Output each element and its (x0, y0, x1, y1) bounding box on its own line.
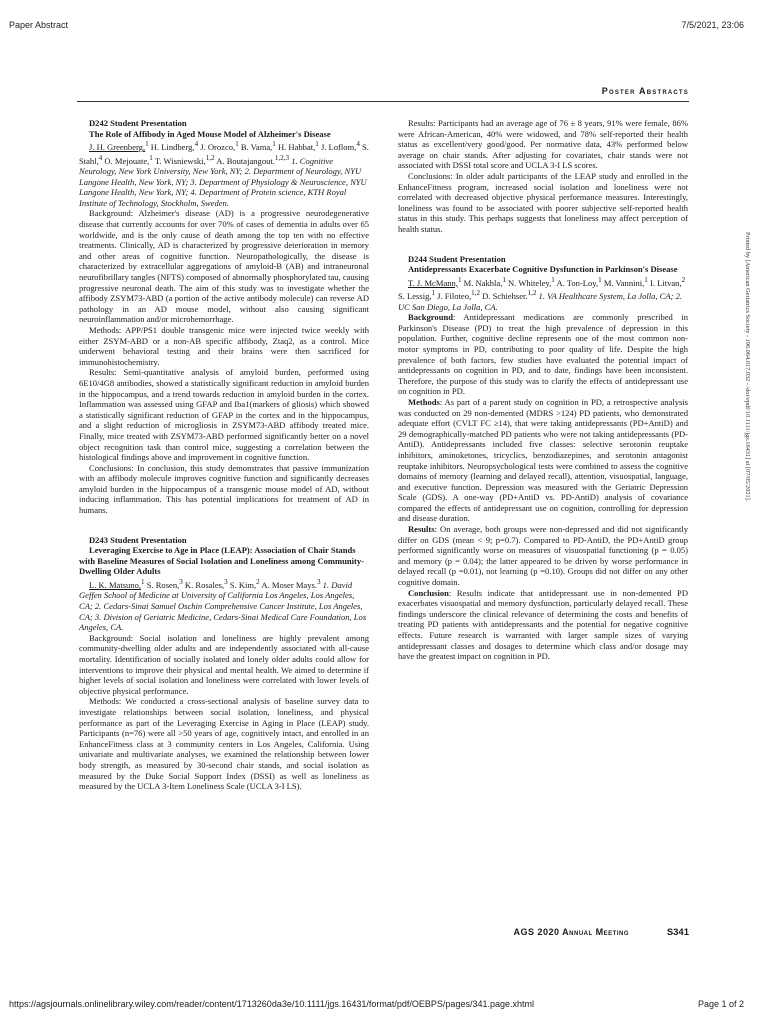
abstract-methods: Methods: We conducted a cross-sectional analysis of baseline survey data to investigate relationships between social isolation, loneliness, and physical performance as part of the Leveraging Exercise in Aging in Place (LEAP) study. Participants (n=76) were all >50 years of age, cognitively intact, and enrolled in an EnhanceFitness class at 3 community centers in Los Angeles, California. Using univariate and multivariate analyses, we examined the relationship between lower body strength, as measured by 30-second chair stands, and social isolation as measured by the Duke Social Support Index (DSSI) as well as loneliness as measured by the UCLA 3-Item Loneliness Scale (UCLA 3-I LS). (79, 696, 369, 792)
right-column (398, 118, 688, 662)
abstract-results: Results: Participants had an average age of 76 ± 8 years, 91% were female, 86% were African-American, 40% were widowed, and 78% self-reported their health status as excellent/very good/good. Per normative data, 43% performed below average on chair stands. After adjusting for covariates, chair stands were not associated with DSSI total score and UCLA 3-I LS scores. (398, 118, 688, 171)
abstract-id: D242 Student Presentation (89, 118, 187, 128)
abstract-background: Background: Antidepressant medications are commonly prescribed in Parkinson's Disease (PD) to treat the high prevalence of depression in this population. Further, cognitive decline represents one of the most common non-motor symptoms in PD, contributing to poor quality of life. Despite the high prevalence of both factors, few studies have evaluated the potential impact of antidepressants on cognition in PD, and to date, findings have been inconsistent. Therefore, the purpose of this study was to clarify the effects of antidepressant use on cognition in PD. (398, 312, 688, 397)
browser-print-header (0, 0, 768, 34)
journal-footer: AGS 2020 Annual Meeting (513, 927, 629, 937)
abstract-results: Results: On average, both groups were non-depressed and did not significantly differ on GDS (mean < 9; p=0.7). Compared to PD-AntiD, the PD+AntiD group performed significantly worse on measures of visuospatial functioning (p = 0.05) and memory (p = 0.04); the latter appeared to be driven by worse performance in delayed recall (p =0.01), not learning (p =0.10). Groups did not differ on any other cognitive domain. (398, 524, 688, 588)
abstract-title: Antidepressants Exacerbate Cognitive Dysfunction in Parkinson's Disease (408, 264, 678, 275)
abstract-title: Leveraging Exercise to Age in Place (LEAP): Association of Chair Stands with Baseline Measures of Social Isolation and Loneliness among Community-Dwelling Older Adults (79, 545, 364, 577)
abstract-background: Background: Social isolation and loneliness are highly prevalent among community-dwelling older adults and are independently associated with all-cause mortality. Identification of socially isolated and lonely older adults could allow for interventions to improve their physical and mental health. We aimed to determine if higher levels of social isolation and loneliness were correlated with lower levels of objective physical performance. (79, 632, 369, 696)
abstract-conclusions: Conclusions: In conclusion, this study demonstrates that passive immunization with an affibody molecule improves cognitive function and significantly decreases amyloid burden in the hippocampus of a transgenic mouse model of AD, without inducing inflammation. This has potential implications for treatment of AD in humans. (79, 462, 369, 516)
document-title: Paper Abstract (9, 20, 69, 30)
abstract-methods: Methods: APP/PS1 double transgenic mice were injected twice weekly with either ZSYM-ABD or a non-AB specific affibody, Ztaq2, as a control. Mice underwent behavioral testing and their brains were then sacrificed for immunohistochemistry. (79, 324, 369, 367)
abstract-id: D243 Student Presentation (89, 534, 187, 545)
abstract-methods: Methods: As part of a parent study on cognition in PD, a retrospective analysis was conducted on 29 non-demented (MDRS >124) PD patients, who demonstrated adequate effort (CVLT FC ≥14), that were taking antidepressants (PD+AntiD) and 29 demographically-matched PD patients who were not taking antidepressants (PD-AntiD). Antidepressants included five classes: selective serotonin reuptake inhibitors, aminoketones, tricyclics, benzodiazepines, and serotonin antagonist reuptake inhibitors. Neuropsychological tests were combined to assess the cognitive domains of memory (learning and delayed recall), attention, visuospatial, language, and executive function. Depression was measured with the Geriatric Depression Scale (GDS). A one-way (PD+AntiD vs. PD-AntiD) analysis of covariance compared the effects of antidepressant use on cognition, controlling for depression and disease duration. (398, 396, 688, 524)
page-url: https://agsjournals.onlinelibrary.wiley.com/reader/content/1713260da3e/10.1111/jgs.16431/format/pdf/OEBPS/pages/341.page.xhtml (9, 999, 534, 1009)
browser-print-footer (0, 964, 768, 1024)
page-indicator: Page 1 of 2 (697, 999, 744, 1009)
abstract-title: The Role of Affibody in Aged Mouse Model of Alzheimer's Disease (89, 128, 331, 139)
abstract-conclusions: Conclusions: In older adult participants of the LEAP study and enrolled in the EnhanceFitness program, increased social isolation and loneliness were not correlated with decreased objective physical performance measures. Interestingly, loneliness was found to be associated with poorer subjective self-reported health status in this study. This perhaps suggests that loneliness may affect perception of health status. (398, 170, 688, 234)
abstract-id: D244 Student Presentation (408, 253, 506, 264)
page-number: S341 (666, 927, 689, 938)
left-column (79, 118, 369, 792)
abstract-results: Results: Semi-quantitative analysis of amyloid burden, performed using 6E10/4G8 antibodies, showed a statistically significant reduction in amyloid burden in the hippocampus, and a trend towards reduction in amyloid burden in the cortex. Inflammation was assessed using GFAP and Iba1(markers of gliosis) which showed a statistically significant reduction of GFAP in the cortex and in the hippocampus, and a slight reduction of microgliosis in ZSYM73-ABD affibody treated mice. Finally, mice treated with ZSYM73-ABD performed significantly better on a novel object recognition task than control mice, suggesting a correlation between the histological findings above and improvement in cognitive function. (79, 367, 369, 463)
affiliations: 1. David Geffen School of Medicine at University of California Los Angeles, Los Angeles, CA; 2. Cedars-Sinai Samuel Oschin Comprehensive Cancer Institute, Los Angeles, CA; 3. Division of Geriatric Medicine, Cedars-Sinai Medical Care Foundation, Los Angeles, CA. (79, 579, 367, 633)
affiliations: 1. Cognitive Neurology, New York University, New York, NY; 2. Department of Neurology, NYU Langone Health, New York, NY; 3. Department of Physiology & Neuroscience, NYU Langone Health, New York, NY; 4. Department of Protein science, KTH Royal Institute of Technology, Stockholm, Sweden. (79, 155, 367, 208)
header-rule (77, 101, 689, 102)
abstract-conclusion: Conclusion: Results indicate that antidepressant use in non-demented PD exacerbates visuospatial and memory dysfunction, particularly delayed recall. These findings underscore the clinical relevance of determining the costs and benefits of treating PD patients with antidepressants and the potential for negative cognitive effects. Future research is warranted with larger sample sizes of varying antidepressant classes and dosages to determine which class and/or dosage may have the greatest impact on cognition in PD. (398, 587, 688, 662)
abstract-background: Background: Alzheimer's disease (AD) is a progressive neurodegenerative disease that currently accounts for over 70% of cases of dementia in adults over 65 worldwide, and is the only cause of death among the top ten with no effective treatments. Clinically, AD is characterized by progressive deterioration in memory and other areas of cognitive function. Neuropathologically, the disease is characterized by extracellular aggregations of amyloid-B (AB) and intraneuronal neurofibrillary tangles (NFTS) composed of abnormally phosphorylated tau, causing progressive neuronal death. The aim of this study was to investigate whether the affibody ZSYM73-ABD (a portion of the active antibody molecule) can reverse AD pathology in an AD mouse model, without also causing significant neuroinflammation and/or microhemorrhage. (79, 208, 369, 325)
affiliations: 1. VA Healthcare System, La Jolla, CA; 2. UC San Diego, La Jolla, CA. (398, 291, 682, 312)
author-list: L. K. Matsuno,$^1$ S. Rosen,$^3$ K. Rosales,$^3$ S. Kim,$^2$ A. Moser Mays.$^3$ 1. David Geffen School of Medicine at University of California Los Angeles, Los Angeles, CA; 2. Cedars-Sinai Samuel Oschin Comprehensive Cancer Institute, Los Angeles, CA; 3. Division of Geriatric Medicine, Cedars-Sinai Medical Care Foundation, Los Angeles, CA. (79, 578, 367, 633)
print-datetime: 7/5/2021, 23:06 (681, 20, 744, 30)
author-list: T. J. McMann,$^1$ M. Nakhla,$^1$ N. Whiteley,$^1$ A. Ton-Loy,$^1$ M. Vannini,$^1$ I. Litvan,$^2$ S. Lessig,$^1$ J. Filoteo,$^{1,2}$ D. Schiehser.$^{1,2}$ 1. VA Healthcare System, La Jolla, CA; 2. UC San Diego, La Jolla, CA. (398, 275, 686, 312)
running-head: Poster Abstracts (601, 86, 689, 96)
print-watermark-note: Printed by [American Geriatrics Society - 196.064.017.032 - /doi/epdf/10.1111/jgs.16431] at [07/05/2021]. (744, 232, 751, 502)
author-list: J. H. Greenberg,$^1$ H. Lindberg,$^4$ J. Orozco,$^1$ B. Vama,$^1$ H. Habbat,$^1$ J. Loflom,$^4$ S. Stahl,$^4$ O. Mejouate,$^1$ T. Wisniewski,$^{1,2}$ A. Boutajangout.$^{1,2,3}$ 1. Cognitive Neurology, New York University, New York, NY; 2. Department of Neurology, NYU Langone Health, New York, NY; 3. Department of Physiology & Neuroscience, NYU Langone Health, New York, NY; 4. Department of Protein science, KTH Royal Institute of Technology, Stockholm, Sweden. (79, 140, 369, 208)
